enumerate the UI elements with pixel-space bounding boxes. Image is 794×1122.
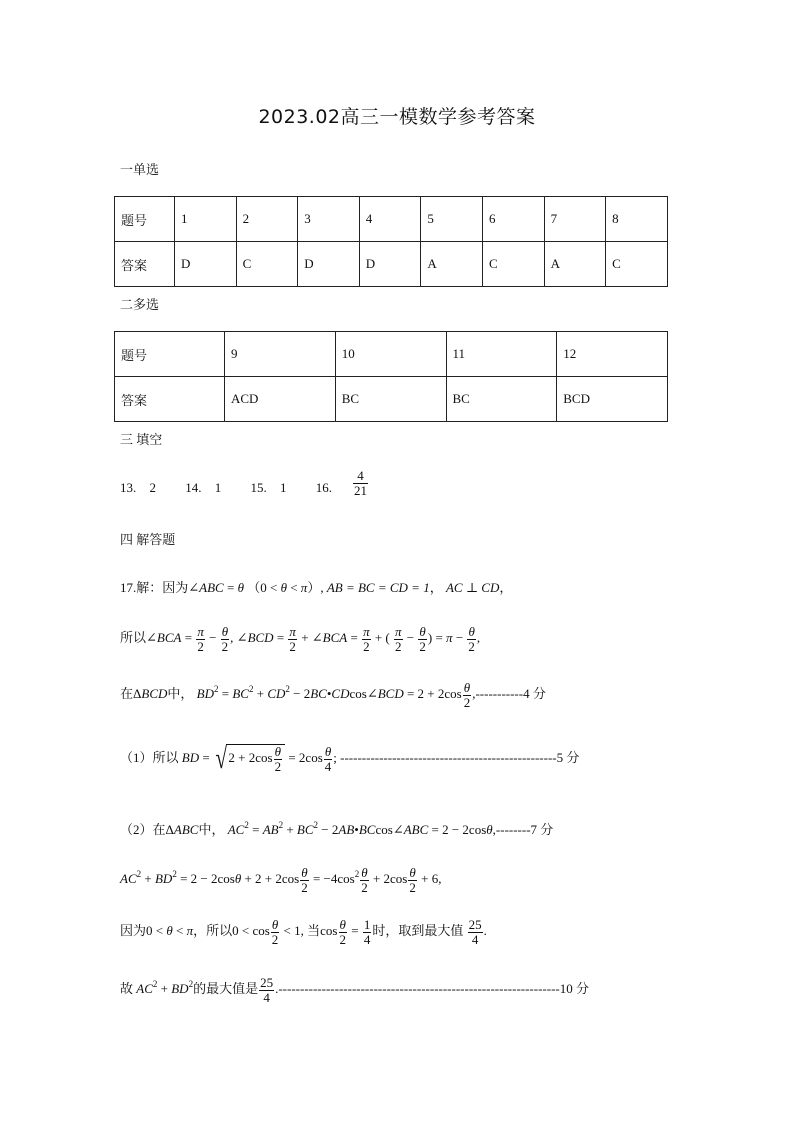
answer-value: 1 bbox=[280, 480, 287, 495]
answer-label: 16. bbox=[315, 480, 332, 495]
question-number: 10 bbox=[335, 332, 446, 377]
answer-cell: C bbox=[236, 242, 298, 287]
page-title: 2023.02高三一模数学参考答案 bbox=[258, 106, 536, 128]
question-number: 7 bbox=[544, 197, 606, 242]
answer-cell: BC bbox=[446, 377, 557, 422]
solution-line-4: （1）所以 BD = √2 + 2cos $\frac{\theta}{2}$ = 2cos $\frac{\theta}{4}$ ; --------------------------------------------------5 分 bbox=[120, 742, 580, 775]
single-choice-answer-table bbox=[114, 196, 668, 287]
section-heading-fill-blank: 三 填空 bbox=[120, 432, 163, 447]
section-heading-multi-choice: 二多选 bbox=[120, 297, 160, 312]
table-row bbox=[115, 197, 668, 242]
solution-line-2: 所以∠BCA = $\frac{\pi}{2}$ − $\frac{\theta}{2}$ , ∠BCD = $\frac{\pi}{2}$ + ∠BCA = $\frac{\pi}{2}$ + ( $\frac{\pi}{2}$ − $\frac{\theta}{2}$ ) = π − $\frac{\theta}{2}$ , bbox=[120, 624, 481, 654]
multi-choice-answer-table bbox=[114, 331, 668, 422]
table-row bbox=[115, 242, 668, 287]
table-row bbox=[115, 377, 668, 422]
answer-cell: C bbox=[482, 242, 544, 287]
answer-label: 15. bbox=[250, 480, 267, 495]
solution-line-6: $AC^2 + BD^2 = 2 - 2\cos\theta + 2 + 2\cos$ $\frac{\theta}{2}$ = $-4\cos^2$ $\frac{\theta}{2}$ + 2cos $\frac{\theta}{2}$ + 6, bbox=[120, 865, 442, 895]
solution-line-1: 17.解：因为∠ABC = θ （0 < θ < π）, AB = BC = CD = 1， AC ⊥ CD， bbox=[120, 580, 513, 595]
fraction-answer bbox=[352, 469, 369, 497]
answer-cell: D bbox=[359, 242, 421, 287]
answer-value: 1 bbox=[214, 480, 222, 495]
answer-cell: BC bbox=[335, 377, 446, 422]
solution-line-8: 故 $AC^2 + BD^2$的最大值是 $\frac{25}{4}$ .-----------------------------------------------------------------10 分 bbox=[120, 975, 590, 1005]
question-number: 9 bbox=[225, 332, 336, 377]
question-number: 1 bbox=[175, 197, 237, 242]
question-number: 5 bbox=[421, 197, 483, 242]
question-number: 11 bbox=[446, 332, 557, 377]
row-label: 题号 bbox=[115, 332, 225, 377]
answer-cell: ACD bbox=[225, 377, 336, 422]
question-number: 12 bbox=[557, 332, 668, 377]
answer-label: 13. bbox=[120, 480, 137, 495]
answer-cell: BCD bbox=[557, 377, 668, 422]
answer-cell: A bbox=[421, 242, 483, 287]
answer-label: 14. bbox=[185, 480, 202, 495]
section-heading-solutions: 四 解答题 bbox=[120, 532, 176, 547]
question-number: 4 bbox=[359, 197, 421, 242]
answer-cell: C bbox=[606, 242, 668, 287]
question-number: 6 bbox=[482, 197, 544, 242]
answer-cell: D bbox=[298, 242, 360, 287]
answer-cell: A bbox=[544, 242, 606, 287]
question-number: 3 bbox=[298, 197, 360, 242]
section-heading-single-choice: 一单选 bbox=[120, 162, 160, 177]
solution-line-7: 因为0 < θ < π，所以0 < cos $\frac{\theta}{2}$ < 1, 当cos $\frac{\theta}{2}$ = $\frac{1}{4}$ 时，取到最大值 $\frac{25}{4}$ . bbox=[120, 917, 487, 947]
table-row bbox=[115, 332, 668, 377]
row-label: 题号 bbox=[115, 197, 175, 242]
question-number: 2 bbox=[236, 197, 298, 242]
fill-blank-answers bbox=[120, 480, 332, 496]
answer-cell: D bbox=[175, 242, 237, 287]
fraction-denominator: 21 bbox=[354, 482, 367, 498]
fraction-numerator: 4 bbox=[353, 469, 368, 484]
row-label: 答案 bbox=[115, 242, 175, 287]
row-label: 答案 bbox=[115, 377, 225, 422]
question-number: 8 bbox=[606, 197, 668, 242]
solution-line-3: 在ΔBCD中， $BD^2 = BC^2 + CD^2$ − 2BC•CDcos∠BCD = 2 + 2cos $\frac{\theta}{2}$ ,-----------4 分 bbox=[120, 680, 546, 710]
answer-value: 2 bbox=[149, 480, 156, 495]
solution-line-5: （2）在ΔABC中， $AC^2 = AB^2 + BC^2$ − 2AB•BCcos∠ABC = 2 − 2cosθ,--------7 分 bbox=[120, 820, 554, 837]
